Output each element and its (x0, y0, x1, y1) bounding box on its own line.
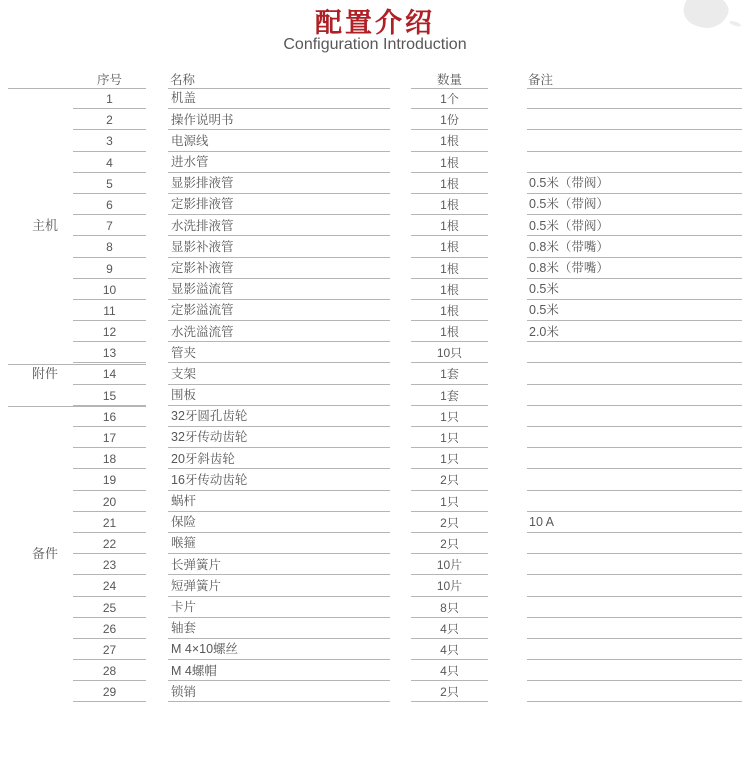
table-row (0, 130, 750, 151)
table-row (0, 554, 750, 575)
cell-remark (527, 491, 742, 512)
cell-index: 1 (73, 88, 146, 109)
cell-index: 18 (73, 448, 146, 469)
cell-name: 蜗杆 (168, 491, 390, 512)
table-row (0, 512, 750, 533)
cell-qty: 1根 (411, 236, 488, 257)
cell-index: 19 (73, 469, 146, 490)
cell-remark: 0.5米（带阀） (527, 194, 742, 215)
cell-remark (527, 88, 742, 109)
cell-name: 16牙传动齿轮 (168, 469, 390, 490)
cell-name: 电源线 (168, 130, 390, 151)
table-row (0, 660, 750, 681)
cell-qty: 1根 (411, 173, 488, 194)
cell-remark: 2.0米 (527, 321, 742, 342)
table-row (0, 639, 750, 660)
table-row (0, 258, 750, 279)
cell-remark: 10 A (527, 512, 742, 533)
cell-name: 喉箍 (168, 533, 390, 554)
group-label-1: 主机 (31, 217, 58, 233)
cell-index: 13 (73, 342, 146, 363)
cell-index: 7 (73, 215, 146, 236)
table-row (0, 321, 750, 342)
cell-remark (527, 385, 742, 406)
cell-qty: 1套 (411, 363, 488, 384)
table-row (0, 363, 750, 384)
cell-index: 25 (73, 597, 146, 618)
cell-qty: 1根 (411, 258, 488, 279)
cell-name: M 4×10螺丝 (168, 639, 390, 660)
cell-name: 32牙圆孔齿轮 (168, 406, 390, 427)
cell-qty: 2只 (411, 533, 488, 554)
cell-qty: 1根 (411, 194, 488, 215)
cell-remark (527, 342, 742, 363)
cell-name: 显影补液管 (168, 236, 390, 257)
page-subtitle: Configuration Introduction (283, 36, 467, 53)
cell-index: 16 (73, 406, 146, 427)
cell-remark: 0.8米（带嘴） (527, 236, 742, 257)
cell-index: 29 (73, 681, 146, 702)
cell-remark (527, 469, 742, 490)
cell-remark: 0.5米（带阀） (527, 173, 742, 194)
cell-index: 2 (73, 109, 146, 130)
cell-remark (527, 109, 742, 130)
cell-index: 26 (73, 618, 146, 639)
cell-qty: 4只 (411, 639, 488, 660)
cell-index: 24 (73, 575, 146, 596)
cell-index: 12 (73, 321, 146, 342)
table-row (0, 342, 750, 363)
table-row (0, 236, 750, 257)
cell-qty: 1只 (411, 406, 488, 427)
cell-index: 8 (73, 236, 146, 257)
cell-remark (527, 681, 742, 702)
cell-qty: 1根 (411, 130, 488, 151)
cell-remark (527, 152, 742, 173)
cell-index: 4 (73, 152, 146, 173)
table-row (0, 427, 750, 448)
table-row (0, 575, 750, 596)
table-row (0, 152, 750, 173)
cell-name: 显影排液管 (168, 173, 390, 194)
cell-remark (527, 130, 742, 151)
table-row (0, 173, 750, 194)
cell-qty: 10片 (411, 554, 488, 575)
cell-index: 10 (73, 279, 146, 300)
cell-name: 长弹簧片 (168, 554, 390, 575)
cell-remark: 0.5米 (527, 300, 742, 321)
cell-qty: 1根 (411, 300, 488, 321)
cell-name: 20牙斜齿轮 (168, 448, 390, 469)
cell-name: 机盖 (168, 88, 390, 109)
cell-index: 17 (73, 427, 146, 448)
cell-name: 定影溢流管 (168, 300, 390, 321)
cell-qty: 10片 (411, 575, 488, 596)
cell-name: 短弹簧片 (168, 575, 390, 596)
cell-qty: 1根 (411, 215, 488, 236)
column-header-qty: 数量 (436, 73, 462, 87)
cell-index: 5 (73, 173, 146, 194)
table-row (0, 215, 750, 236)
cell-name: 进水管 (168, 152, 390, 173)
cell-index: 27 (73, 639, 146, 660)
table-row (0, 406, 750, 427)
cell-remark (527, 406, 742, 427)
table-row (0, 279, 750, 300)
cell-qty: 1只 (411, 448, 488, 469)
cell-index: 6 (73, 194, 146, 215)
cell-qty: 2只 (411, 469, 488, 490)
cell-qty: 8只 (411, 597, 488, 618)
cell-qty: 1套 (411, 385, 488, 406)
cell-remark (527, 639, 742, 660)
column-header-name: 名称 (170, 73, 196, 87)
cell-name: 管夹 (168, 342, 390, 363)
column-header-remark: 备注 (528, 73, 554, 87)
column-header-index: 序号 (96, 73, 122, 87)
cell-name: 锁销 (168, 681, 390, 702)
cell-name: 轴套 (168, 618, 390, 639)
cell-name: 保险 (168, 512, 390, 533)
group-label-3: 备件 (31, 546, 58, 562)
group-separator (8, 406, 146, 407)
table-row (0, 109, 750, 130)
table-row (0, 469, 750, 490)
table-row (0, 681, 750, 702)
cell-index: 21 (73, 512, 146, 533)
cell-name: 定影排液管 (168, 194, 390, 215)
cell-remark (527, 660, 742, 681)
table-row (0, 300, 750, 321)
cell-qty: 1只 (411, 427, 488, 448)
cell-qty: 10只 (411, 342, 488, 363)
cell-index: 28 (73, 660, 146, 681)
cell-remark (527, 533, 742, 554)
group-label-2: 附件 (31, 366, 58, 382)
cell-remark: 0.5米（带阀） (527, 215, 742, 236)
cell-name: 定影补液管 (168, 258, 390, 279)
cell-name: 操作说明书 (168, 109, 390, 130)
cell-qty: 4只 (411, 618, 488, 639)
cell-name: 卡片 (168, 597, 390, 618)
cell-index: 23 (73, 554, 146, 575)
cell-remark (527, 448, 742, 469)
cell-remark (527, 575, 742, 596)
cell-qty: 1个 (411, 88, 488, 109)
page-title: 配置介绍 (315, 8, 435, 38)
cell-name: 水洗排液管 (168, 215, 390, 236)
table-row (0, 597, 750, 618)
cell-qty: 1根 (411, 321, 488, 342)
cell-index: 11 (73, 300, 146, 321)
cell-index: 14 (73, 363, 146, 384)
cell-index: 9 (73, 258, 146, 279)
cell-index: 20 (73, 491, 146, 512)
cell-name: 显影溢流管 (168, 279, 390, 300)
cell-qty: 2只 (411, 512, 488, 533)
cell-name: 支架 (168, 363, 390, 384)
cell-remark (527, 618, 742, 639)
cell-remark (527, 597, 742, 618)
cell-name: 水洗溢流管 (168, 321, 390, 342)
cell-index: 22 (73, 533, 146, 554)
cell-remark (527, 427, 742, 448)
cell-name: M 4螺帽 (168, 660, 390, 681)
table-row (0, 88, 750, 109)
table-row (0, 385, 750, 406)
table-rows (0, 88, 750, 702)
table-row (0, 533, 750, 554)
table-row (0, 448, 750, 469)
cell-name: 32牙传动齿轮 (168, 427, 390, 448)
cell-remark (527, 554, 742, 575)
cell-qty: 1根 (411, 152, 488, 173)
cell-qty: 2只 (411, 681, 488, 702)
cell-index: 3 (73, 130, 146, 151)
cell-qty: 1份 (411, 109, 488, 130)
cell-remark: 0.8米（带嘴） (527, 258, 742, 279)
table-row (0, 491, 750, 512)
cell-remark (527, 363, 742, 384)
table-row (0, 194, 750, 215)
table-row (0, 618, 750, 639)
cell-qty: 4只 (411, 660, 488, 681)
cell-name: 围板 (168, 385, 390, 406)
cell-remark: 0.5米 (527, 279, 742, 300)
cell-index: 15 (73, 385, 146, 406)
cell-qty: 1只 (411, 491, 488, 512)
cell-qty: 1根 (411, 279, 488, 300)
